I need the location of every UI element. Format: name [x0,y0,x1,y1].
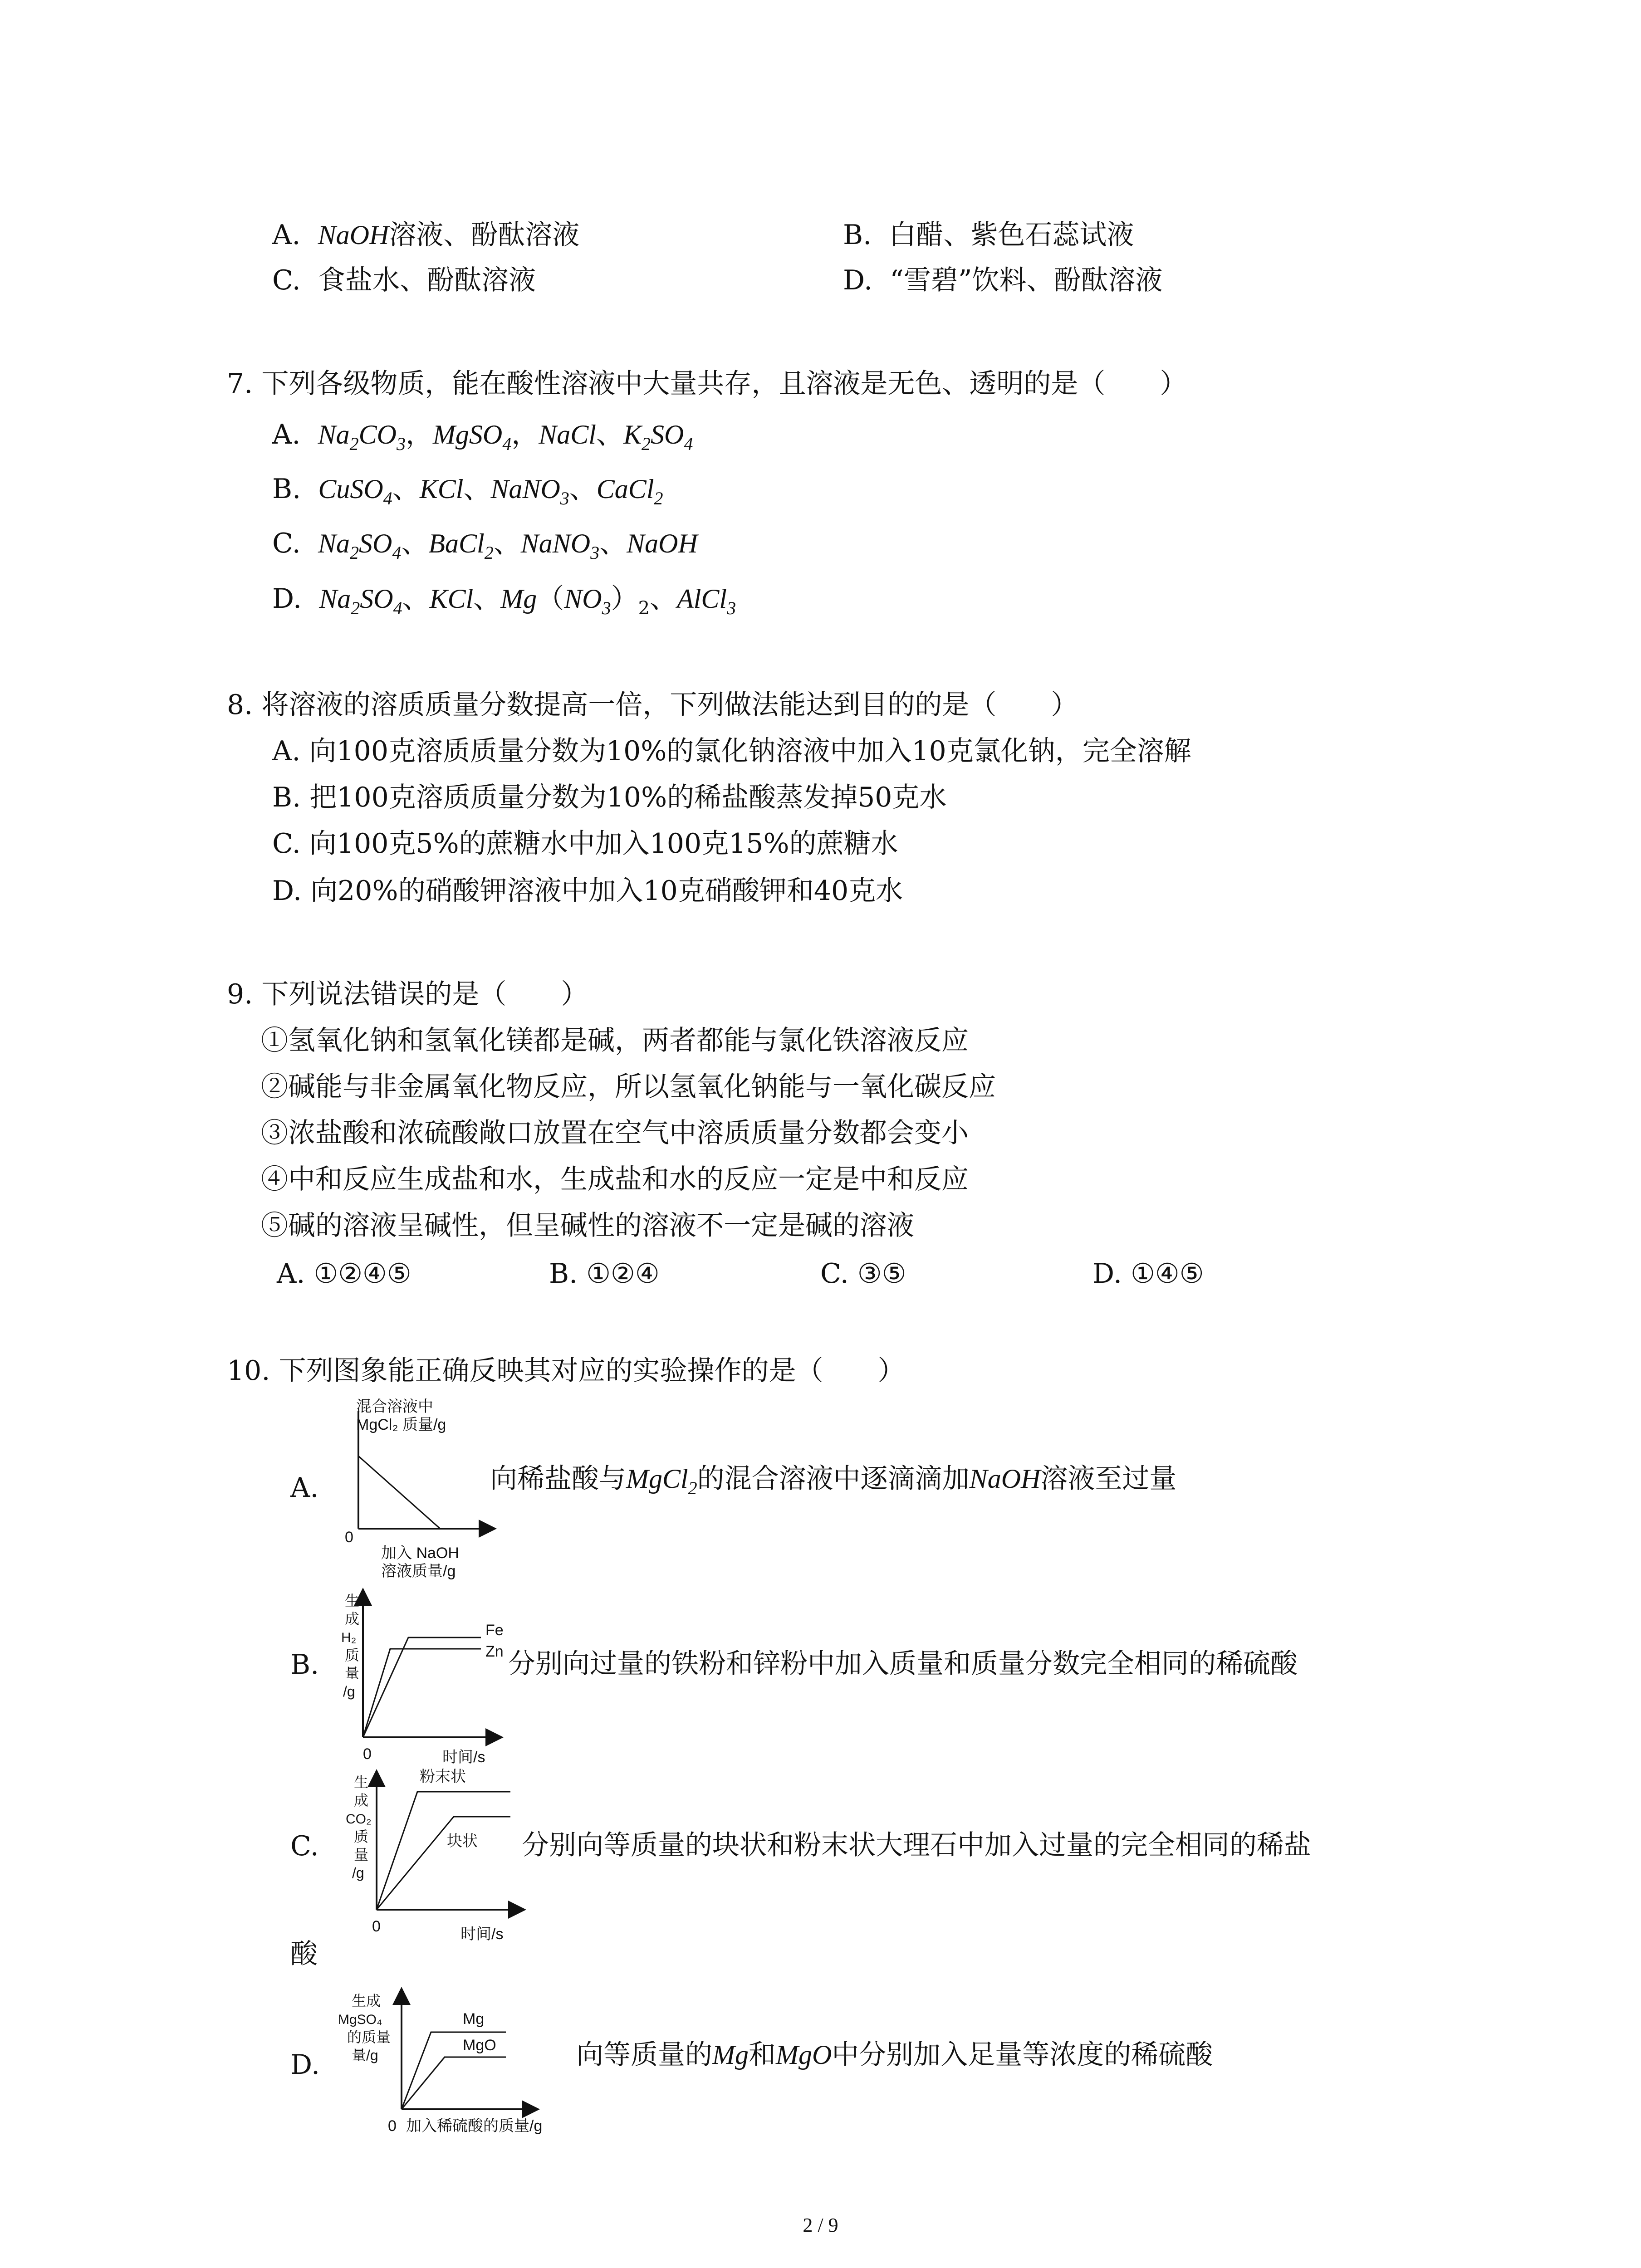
page-number: 2 / 9 [803,2214,838,2236]
zn-line [363,1649,481,1737]
y-label-2: 成 [354,1792,369,1809]
x-label: 时间/s [460,1926,504,1943]
q10-option-a-text: 向稀盐酸与MgCl$_2$的混合溶液中逐滴滴加NaOH溶液至过量 [490,1463,1177,1498]
q10-option-a-label: A. [290,1472,319,1504]
q9-statement-5: ⑤碱的溶液呈碱性，但呈碱性的溶液不一定是碱的溶液 [261,1210,914,1242]
block-line [377,1817,510,1910]
q8-option-c: C. 向100克5%的蔗糖水中加入100克15%的蔗糖水 [272,828,898,860]
q7-option-d: D. $Na_2SO_4$、KCl、$Mg(NO_3)_2$、AlCl$_3$ [272,583,736,619]
y-label-2: MgCl₂ 质量/g [356,1416,446,1433]
y-label-2: 成 [345,1611,360,1627]
q9-option-b: B. ①②④ [549,1258,660,1290]
y-label-3: 的质量 [347,2029,391,2045]
series-label-mgo: MgO [463,2037,496,2054]
q9-statement-4: ④中和反应生成盐和水，生成盐和水的反应一定是中和反应 [261,1163,969,1195]
q9-statement-1: ①氢氧化钠和氢氧化镁都是碱，两者都能与氯化铁溶液反应 [261,1025,969,1056]
q6-option-b: B. 白醋、紫色石蕊试液 [843,219,1134,251]
powder-line [377,1792,510,1910]
y-label-6: /g [343,1683,355,1700]
q10-graph-d [331,1987,585,2141]
y-label-4: 量/g [352,2047,378,2063]
q10-option-c-label: C. [290,1830,319,1862]
q7-stem: 7. 下列各级物质，能在酸性溶液中大量共存，且溶液是无色、透明的是（ ） [227,368,1187,400]
q9-stem: 9. 下列说法错误的是（ ） [227,978,588,1010]
x-label: 加入稀硫酸的质量/g [406,2117,543,2135]
series-label-fe: Fe [485,1622,504,1639]
q10-option-b-label: B. [290,1649,319,1681]
x-label-1: 加入 NaOH [381,1545,459,1562]
q10-option-d-text: 向等质量的Mg和MgO中分别加入足量等浓度的稀硫酸 [576,2039,1213,2071]
origin-label: 0 [388,2117,397,2135]
y-label-4: 质 [354,1828,369,1845]
series-label-zn: Zn [485,1643,504,1660]
q7-option-b: B. CuSO$_4$、KCl、NaNO$_3$、CaCl$_2$ [272,473,663,508]
q8-stem: 8. 将溶液的溶质质量分数提高一倍，下列做法能达到目的的是（ ） [227,689,1078,721]
q10-option-c-wrap: 酸 [290,1938,318,1970]
q9-statement-2: ②碱能与非金属氧化物反应，所以氢氧化钠能与一氧化碳反应 [261,1071,996,1103]
y-label-5: 量 [354,1847,369,1863]
q8-option-d: D. 向20%的硝酸钾溶液中加入10克硝酸钾和40克水 [272,875,903,907]
y-label-3: CO₂ [346,1812,372,1827]
q8-option-b: B. 把100克溶质质量分数为10%的稀盐酸蒸发掉50克水 [272,782,947,813]
series-label-mg: Mg [463,2010,485,2028]
mgo-line [402,2057,506,2109]
fe-line [363,1637,481,1737]
q10-graph-c [336,1760,535,1950]
y-label-5: 量 [345,1665,360,1681]
q10-option-d-label: D. [290,2049,320,2081]
y-label-1: 生成 [352,1993,381,2009]
q8-option-a: A. 向100克溶质质量分数为10%的氯化钠溶液中加入10克氯化钠，完全溶解 [272,735,1191,767]
q7-option-a: A. $Na_2CO_3$，MgSO$_4$，NaCl、$K_2SO_4$ [272,419,693,454]
q9-statement-3: ③浓盐酸和浓硫酸敞口放置在空气中溶质质量分数都会变小 [261,1117,969,1149]
q9-option-c: C. ③⑤ [820,1258,906,1290]
q9-option-d: D. ①④⑤ [1092,1258,1204,1290]
q10-graph-a [331,1393,504,1583]
q10-option-b-text: 分别向过量的铁粉和锌粉中加入质量和质量分数完全相同的稀硫酸 [508,1648,1298,1680]
y-label-6: /g [352,1865,364,1881]
q10-stem: 10. 下列图象能正确反映其对应的实验操作的是（ ） [227,1355,905,1387]
series-label-block: 块状 [447,1833,478,1850]
mgcl2-line [358,1456,440,1529]
y-label-4: 质 [345,1647,360,1663]
origin-label: 0 [345,1529,353,1546]
y-label-1: 生 [345,1593,360,1609]
q6-option-c: C. 食盐水、酚酞溶液 [272,264,536,296]
q10-graph-b [327,1579,526,1769]
y-label-3: H₂ [341,1630,357,1645]
q10-option-c-text: 分别向等质量的块状和粉末状大理石中加入过量的完全相同的稀盐 [522,1829,1311,1861]
origin-label: 0 [372,1918,381,1935]
q9-option-a: A. ①②④⑤ [277,1258,411,1290]
origin-label: 0 [363,1745,372,1763]
x-label: 时间/s [442,1749,485,1766]
y-label-1: 混合溶液中 [356,1398,433,1415]
x-label-2: 溶液质量/g [381,1563,456,1580]
q6-option-a: A. NaOH溶液、酚酞溶液 [272,219,580,251]
q6-option-d: D. “雪碧”饮料、酚酞溶液 [843,264,1163,296]
y-label-2: MgSO₄ [338,2012,382,2027]
y-label-1: 生 [354,1774,369,1790]
q7-option-c: C. $Na_2SO_4$、BaCl$_2$、NaNO$_3$、NaOH [272,528,698,563]
series-label-powder: 粉末状 [420,1768,466,1785]
